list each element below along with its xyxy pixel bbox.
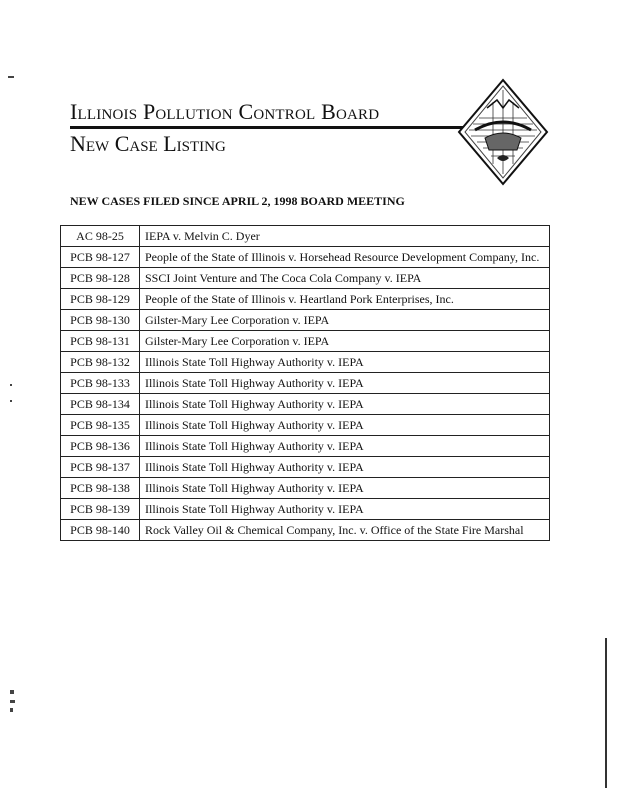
case-number: PCB 98-139 [61,499,140,520]
scan-speck [10,690,14,694]
listing-title: New Case Listing [70,131,226,156]
case-caption: Illinois State Toll Highway Authority v. IEPA [140,457,550,478]
case-number: PCB 98-140 [61,520,140,541]
case-number: PCB 98-137 [61,457,140,478]
case-number: PCB 98-135 [61,415,140,436]
case-number: PCB 98-129 [61,289,140,310]
title-rule [70,126,470,129]
case-number: PCB 98-132 [61,352,140,373]
scan-speck [10,700,15,703]
table-row [61,247,550,268]
scan-speck [10,708,13,712]
table-row [61,331,550,352]
scan-speck [8,76,14,78]
case-caption: Rock Valley Oil & Chemical Company, Inc. v. Office of the State Fire Marshal [140,520,550,541]
case-caption: SSCI Joint Venture and The Coca Cola Company v. IEPA [140,268,550,289]
case-number: PCB 98-131 [61,331,140,352]
case-number: PCB 98-133 [61,373,140,394]
case-caption: IEPA v. Melvin C. Dyer [140,226,550,247]
case-caption: Illinois State Toll Highway Authority v. IEPA [140,352,550,373]
case-number: PCB 98-127 [61,247,140,268]
case-caption: People of the State of Illinois v. Horsehead Resource Development Company, Inc. [140,247,550,268]
scan-speck [10,400,12,402]
case-listing-table [60,225,550,541]
case-caption: Illinois State Toll Highway Authority v. IEPA [140,415,550,436]
case-number: PCB 98-130 [61,310,140,331]
table-row [61,373,550,394]
cases-filed-heading: NEW CASES FILED SINCE APRIL 2, 1998 BOARD MEETING [70,194,405,208]
scan-edge-line [605,638,607,788]
case-caption: Illinois State Toll Highway Authority v. IEPA [140,478,550,499]
case-number: PCB 98-128 [61,268,140,289]
case-caption: People of the State of Illinois v. Heartland Pork Enterprises, Inc. [140,289,550,310]
case-number: AC 98-25 [61,226,140,247]
table-row [61,289,550,310]
table-row [61,352,550,373]
table-row [61,478,550,499]
case-caption: Gilster-Mary Lee Corporation v. IEPA [140,331,550,352]
table-row [61,499,550,520]
case-caption: Illinois State Toll Highway Authority v. IEPA [140,394,550,415]
table-row [61,310,550,331]
case-number: PCB 98-134 [61,394,140,415]
case-caption: Illinois State Toll Highway Authority v. IEPA [140,436,550,457]
table-row [61,268,550,289]
scan-speck [10,384,12,386]
case-number: PCB 98-136 [61,436,140,457]
table-row [61,436,550,457]
table-row [61,520,550,541]
table-row [61,226,550,247]
board-name: Illinois Pollution Control Board [70,99,380,124]
table-row [61,415,550,436]
case-caption: Gilster-Mary Lee Corporation v. IEPA [140,310,550,331]
case-number: PCB 98-138 [61,478,140,499]
table-row [61,457,550,478]
case-caption: Illinois State Toll Highway Authority v. IEPA [140,373,550,394]
board-seal-icon [457,78,549,186]
case-caption: Illinois State Toll Highway Authority v. IEPA [140,499,550,520]
table-row [61,394,550,415]
